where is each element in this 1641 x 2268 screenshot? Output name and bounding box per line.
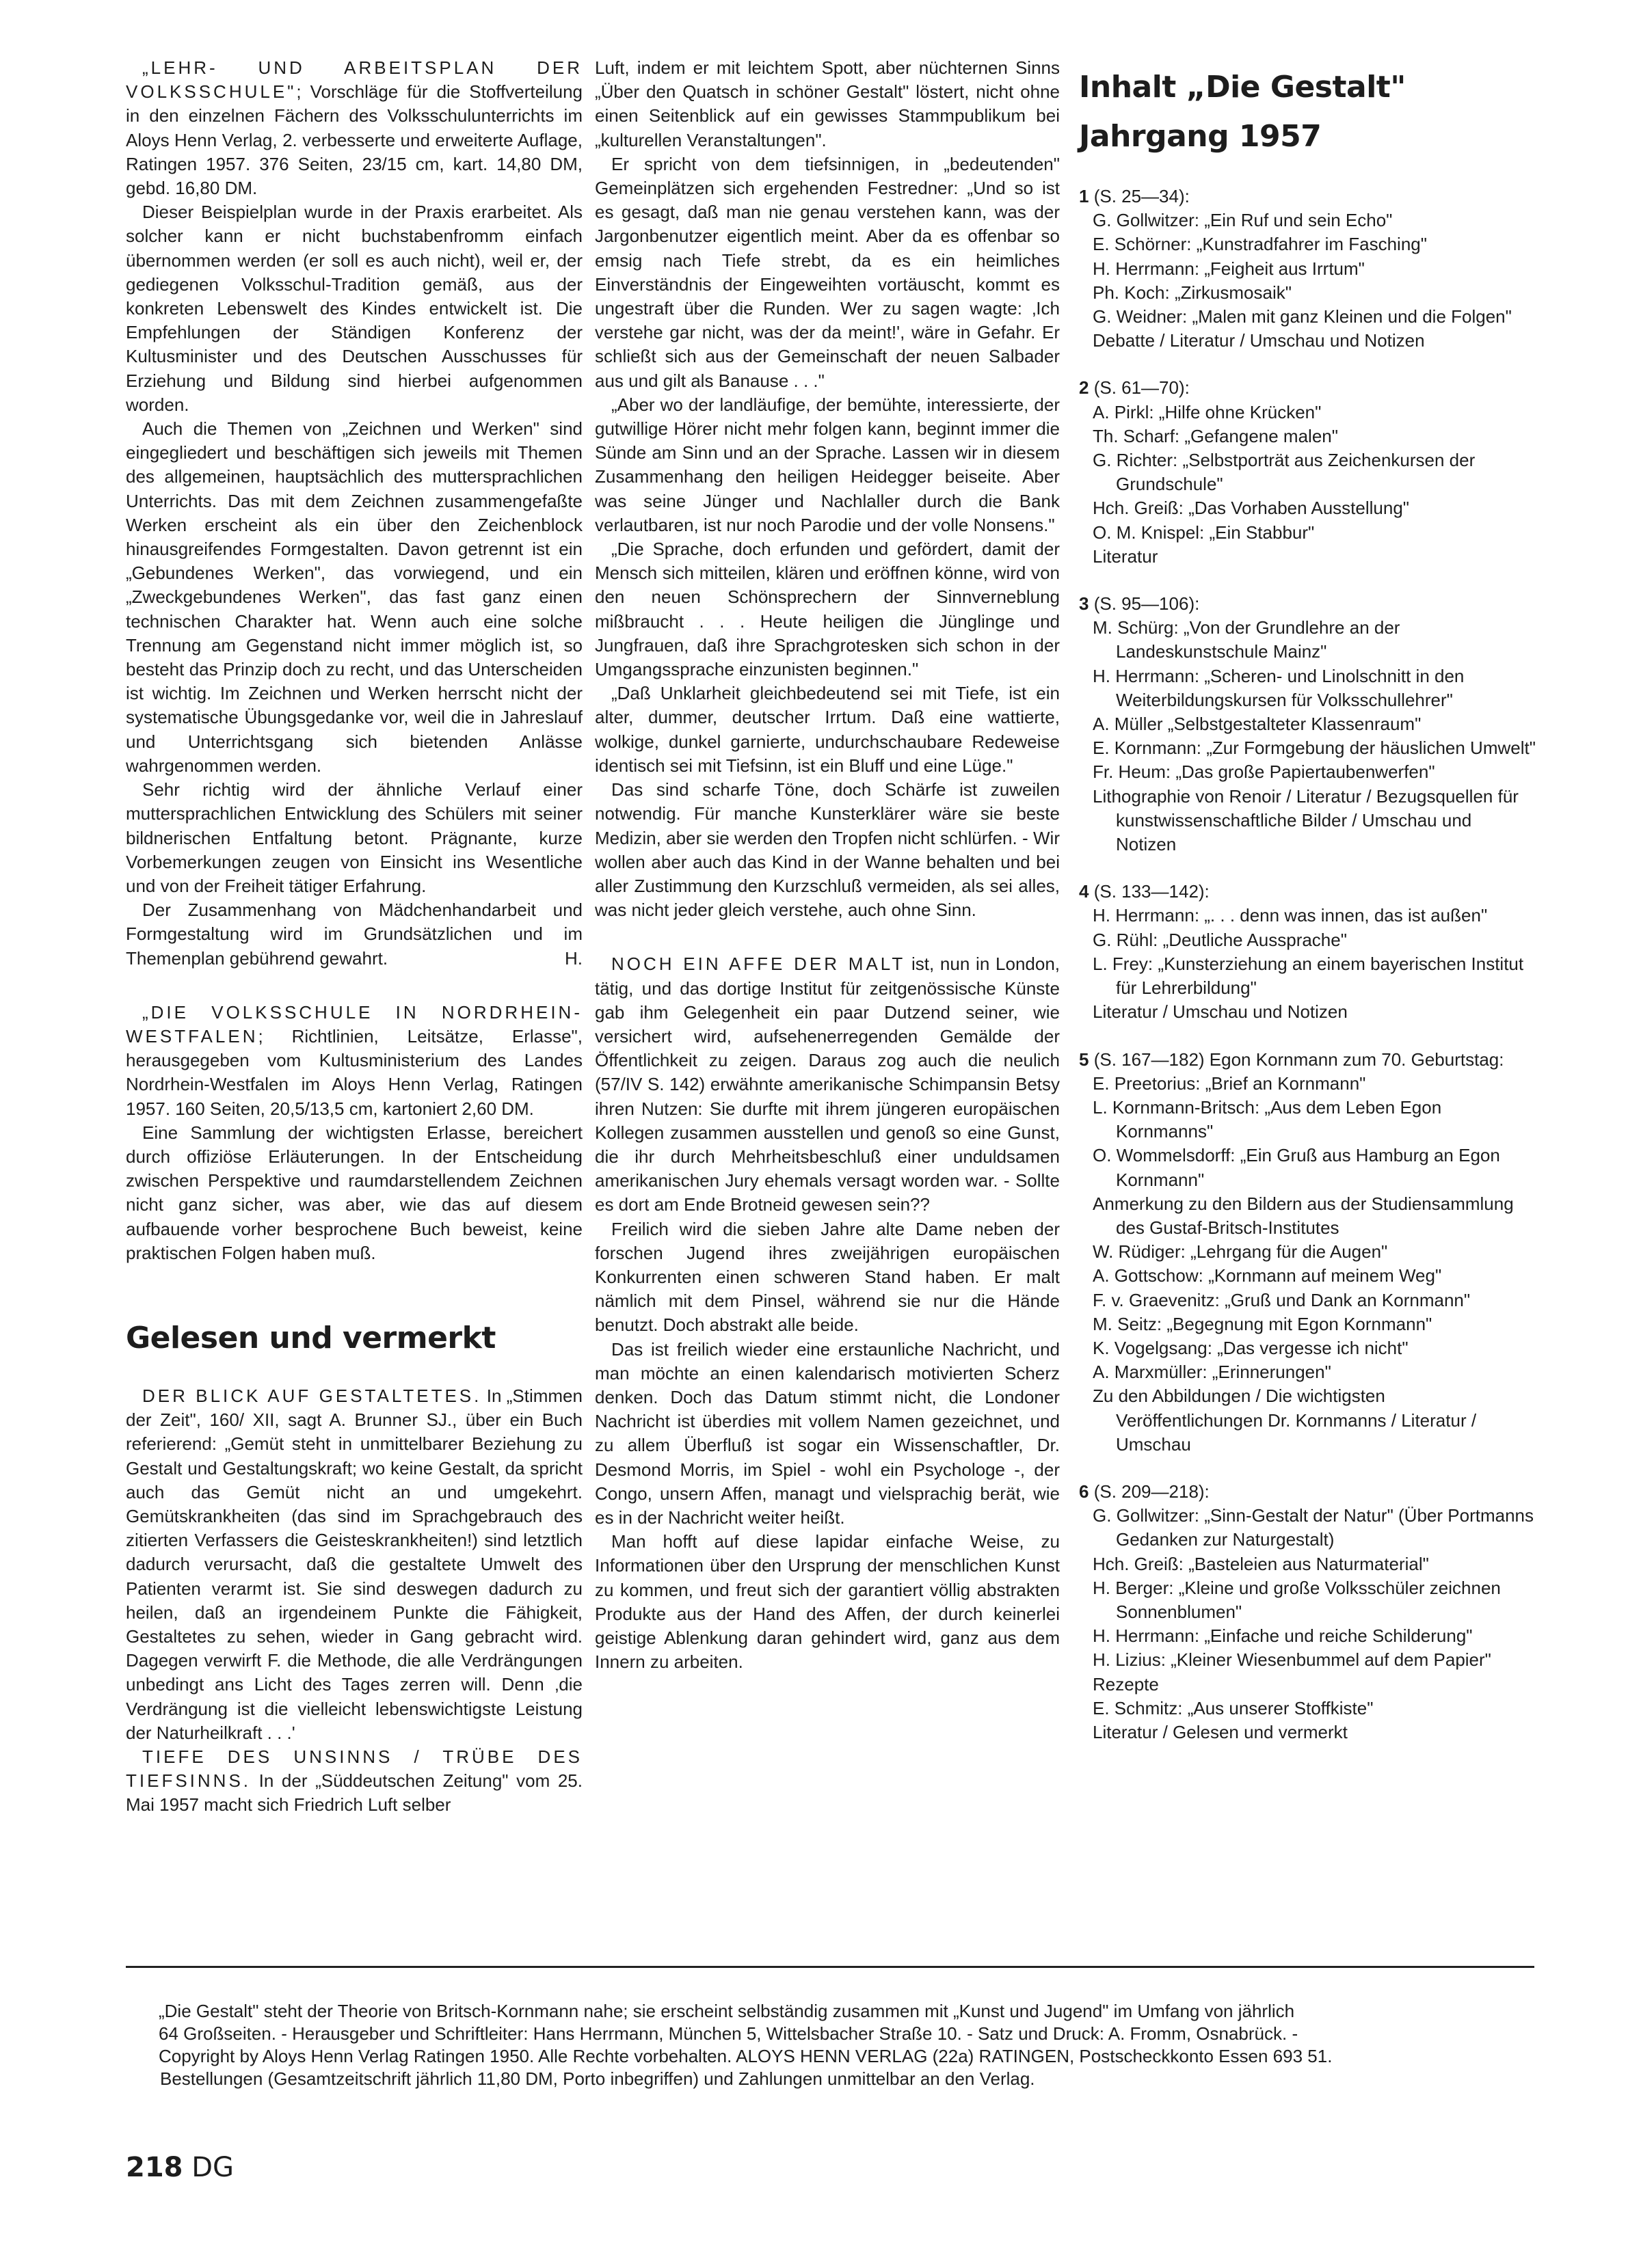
toc-entry: H. Lizius: „Kleiner Wiesenbummel auf dem Papier": [1093, 1649, 1491, 1671]
toc-entry: H. Herrmann: „Scheren- und Linolschnitt in den Weiterbildungskursen für Volksschullehrer": [1093, 665, 1465, 710]
paragraph: Luft, indem er mit leichtem Spott, aber nüchternen Sinns „Über den Quatsch in schöner Gestalt" löstert, nicht ohne einen Seitenblick auf ein gewisses Stammpublikum bei „kulturellen Veranstaltungen".: [595, 57, 1060, 150]
toc-issue-number: 1: [1079, 186, 1089, 206]
review-title: „DIE VOLKSSCHULE IN NORDRHEIN-WESTFALEN: [126, 1001, 583, 1047]
toc-issue: [1079, 185, 1536, 353]
journal-abbreviation: DG: [191, 2152, 235, 2183]
toc-issue-heading: [1079, 592, 1536, 616]
toc-issue-number: 2: [1079, 377, 1089, 399]
toc-issue-pages: (S. 167—182) Egon Kornmann zum 70. Geburtstag:: [1089, 1049, 1504, 1070]
toc-entry: G. Gollwitzer: „Ein Ruf und sein Echo": [1093, 210, 1393, 231]
imprint: „Die Gestalt" steht der Theorie von Britsch-Kornmann nahe; sie erscheint selbständig zusammen mit „Kunst und Jugend" im Umfang von jährlich 64 Großseiten. - Herausgeber und Schriftleiter: Hans Herrmann, München 5, Wittelsbacher Straße 10. - Satz und Druck: A. Fromm, Osnabrück. - Copyright by Aloys Henn Verlag Ratingen 1950. Alle Rechte vorbehalten. ALOYS HENN VERLAG (22a) RATINGEN, Postscheckkonto Essen 693 51. Bestellungen (Gesamtzeitschrift jährlich 11,80 DM, Porto inbegriffen) und Zahlungen unmittelbar an den Verlag.: [159, 2001, 1333, 2089]
toc-entry: Rezepte: [1093, 1673, 1159, 1695]
toc-entry: O. Wommelsdorff: „Ein Gruß aus Hamburg an Egon Kornmann": [1093, 1145, 1500, 1190]
column-middle: [595, 56, 1060, 1674]
toc-entry: E. Schörner: „Kunstradfahrer im Fasching": [1093, 234, 1427, 255]
toc-entry: M. Schürg: „Von der Grundlehre an der Landeskunstschule Mainz": [1093, 617, 1400, 662]
paragraph: Das ist freilich wieder eine erstaunliche Nachricht, und man möchte an einen kalendarisch motivierten Scherz denken. Doch das Datum stimmt nicht, die Londoner Nachricht ist überdies mit vollem Namen gezeichnet, und zu allem Überfluß ist sogar ein Wissenschaftler, Dr. Desmond Morris, im Spiel - wohl ein Psychologe -, der Congo, unsern Affen, managt und vielsprachig berät, wie es in der Nachricht weiter heißt.: [595, 1338, 1060, 1528]
paragraph: Eine Sammlung der wichtigsten Erlasse, bereichert durch offiziöse Erläuterungen. In der Entscheidung zwischen Perspektive und raumdarstellendem Zeichnen nicht ganz sicher, was aber, wie das auf diesem aufbauende vorher besprochene Buch beweist, keine praktischen Folgen haben muß.: [126, 1122, 583, 1263]
toc-entry: E. Schmitz: „Aus unserer Stoffkiste": [1093, 1697, 1374, 1718]
toc-entry: Lithographie von Renoir / Literatur / Bezugsquellen für kunstwissenschaftliche Bilder / Umschau und Notizen: [1093, 785, 1519, 855]
toc-entry: E. Preetorius: „Brief an Kornmann": [1093, 1072, 1366, 1094]
toc-entry: G. Rühl: „Deutliche Aussprache": [1093, 929, 1347, 950]
footer-rule: [126, 1966, 1534, 1968]
toc-entry: A. Gottschow: „Kornmann auf meinem Weg": [1093, 1265, 1442, 1286]
paragraph: Sehr richtig wird der ähnliche Verlauf einer muttersprachlichen Entwicklung des Schülers mit seiner bildnerischen Entfaltung betont. Prägnante, kurze Vorbemerkungen zeugen von Einsicht ins Wesentliche und von der Freiheit tätiger Erfahrung.: [126, 779, 583, 896]
page-folio: [126, 2152, 234, 2183]
page-number: 218: [126, 2152, 183, 2183]
toc-entry: A. Müller „Selbstgestalteter Klassenraum": [1093, 714, 1422, 735]
toc-entry: H. Herrmann: „. . . denn was innen, das ist außen": [1093, 905, 1488, 926]
paragraph: „Daß Unklarheit gleichbedeutend sei mit Tiefe, ist ein alter, dummer, deutscher Irrtum. Daß eine wattierte, wolkige, dunkel garnierte, undurchschaubare Redeweise identisch sei mit Tiefsinn, ist ein Bluff und eine Lüge.": [595, 683, 1060, 776]
toc-entry: Hch. Greiß: „Basteleien aus Naturmaterial": [1093, 1553, 1429, 1574]
toc-entry: E. Kornmann: „Zur Formgebung der häuslichen Umwelt": [1093, 738, 1536, 759]
toc-issue: [1079, 1480, 1536, 1744]
toc-entry: H. Berger: „Kleine und große Volksschüler zeichnen Sonnenblumen": [1093, 1577, 1501, 1622]
toc-entry: G. Gollwitzer: „Sinn-Gestalt der Natur" (Über Portmanns Gedanken zur Naturgestalt): [1093, 1505, 1534, 1550]
item-blick-auf-gestaltetes: DER BLICK AUF GESTALTETES. In „Stimmen der Zeit", 160/ XII, sagt A. Brunner SJ., über ein Buch referierend: „Gemüt steht in unmittelbarer Beziehung zu Gestalt und Gestaltungskraft; wo keine Gestalt, da spricht auch das Gemüt nicht an und umgekehrt. Gemütskrankheiten (das sind im Sprachgebrauch des zitierten Verfassers die Geisteskrankheiten!) sind letztlich dadurch verursacht, daß die gestaltete Umwelt des Patienten verarmt ist. Sie sind deswegen dadurch zu heilen, daß an irgendeinem Punkte die Fähigkeit, Gestaltetes zu sehen, wieder in Gang gebracht wird. Dagegen verwirft F. die Methode, die alle Verdrängungen unbedingt ans Licht des Tages zerren will. Denn ‚die Verdrängung ist die vielleicht lebenswichtigste Leistung der Naturheilkraft . . .': [126, 1385, 583, 1743]
toc-entry: Zu den Abbildungen / Die wichtigsten Veröffentlichungen Dr. Kornmanns / Literatur / Umschau: [1093, 1386, 1477, 1455]
paragraph: Der Zusammenhang von Mädchenhandarbeit und Formgestaltung wird im Grundsätzlichen und im Themenplan gebührend gewahrt. H.: [126, 898, 583, 971]
item-title: NOCH EIN AFFE DER MALT: [611, 954, 906, 975]
toc-issue-number: 3: [1079, 593, 1089, 615]
toc-issue-list: [1079, 185, 1536, 1744]
toc-issue: [1079, 1048, 1536, 1457]
review-volksschule-intro: „DIE VOLKSSCHULE IN NORDRHEIN-WESTFALEN; Richtlinien, Leitsätze, Erlasse", herausgegeben vom Kultusministerium des Landes Nordrhein-Westfalen im Aloys Henn Verlag, Ratingen 1957. 160 Seiten, 20,5/13,5 cm, kartoniert 2,60 DM.: [126, 1001, 583, 1119]
toc-issue: [1079, 376, 1536, 569]
review-lehrplan-intro: „LEHR- UND ARBEITSPLAN DER VOLKSSCHULE"; Vorschläge für die Stoffverteilung in den einzelnen Fächern des Volksschulunterrichts im Aloys Henn Verlag, 2. verbesserte und erweiterte Auflage, Ratingen 1957. 376 Seiten, 23/15 cm, kart. 14,80 DM, gebd. 16,80 DM.: [126, 57, 583, 199]
toc-issue-number: 6: [1079, 1481, 1089, 1502]
toc-entry: Literatur / Gelesen und vermerkt: [1093, 1721, 1348, 1742]
toc-issue-number: 5: [1079, 1049, 1089, 1070]
toc-issue-heading: [1079, 185, 1536, 208]
toc-entry: Anmerkung zu den Bildern aus der Studiensammlung des Gustaf-Britsch-Institutes: [1093, 1193, 1514, 1238]
toc-issue-heading: [1079, 880, 1536, 904]
review-title: „LEHR- UND ARBEITSPLAN DER VOLKSSCHULE": [126, 57, 583, 103]
paragraph: „Aber wo der landläufige, der bemühte, interessierte, der gutwillige Hörer nicht mehr folgen kann, beginnt immer die Sünde am Sinn und an der Sprache. Lassen wir in diesem Zusammenhang den heiligen Heidegger beiseite. Aber was seine Jünger und Nachlaller durch die Bank verlautbaren, ist nur noch Parodie und der volle Nonsens.": [595, 394, 1060, 535]
item-title: DER BLICK AUF GESTALTETES.: [142, 1385, 482, 1406]
toc-entry: Literatur / Umschau und Notizen: [1093, 1001, 1348, 1023]
toc-issue-pages: (S. 95—106):: [1089, 593, 1200, 615]
toc-issue-heading: [1079, 376, 1536, 400]
toc-entry: K. Vogelgsang: „Das vergesse ich nicht": [1093, 1337, 1409, 1358]
toc-issue: [1079, 592, 1536, 856]
toc-issue-heading: [1079, 1048, 1536, 1072]
paragraph: Das sind scharfe Töne, doch Schärfe ist zuweilen notwendig. Für manche Kunsterklärer wäre sie beste Medizin, aber sie werden den Tropfen nicht schlürfen. - Wir wollen aber auch das Kind in der Wanne behalten und bei aller Zustimmung den Kurzschluß vermeiden, als sei alles, was nicht jeder gleich verstehe, auch ohne Sinn.: [595, 779, 1060, 921]
toc-entry: O. M. Knispel: „Ein Stabbur": [1093, 522, 1315, 543]
toc-entry: Fr. Heum: „Das große Papiertaubenwerfen": [1093, 761, 1435, 783]
item-title: TIEFE DES UNSINNS / TRÜBE DES TIEFSINNS.: [126, 1746, 583, 1792]
paragraph: Auch die Themen von „Zeichnen und Werken" sind eingegliedert und beschäftigen sich jeweils mit Themen des allgemeinen, hauptsächlich des muttersprachlichen Unterrichts. Das mit dem Zeichnen zusammengefaßte Werken erscheint als ein über den Zeichenblock hinausgreifendes Formgestalten. Davon getrennt ist ein „Gebundenes Werken", das vorwiegend, und ein „Zweckgebundenes Werken", das fast ganz einen technischen Charakter hat. Wenn auch eine solche Trennung am Gegenstand nicht immer möglich ist, so besteht das Prinzip doch zu recht, und das Unterscheiden ist wichtig. Im Zeichnen und Werken herrscht nicht der systematische Übungsgedanke vor, weil die in Jahreslauf und Unterrichtsgang sich bietenden Anlässe wahrgenommen werden.: [126, 418, 583, 776]
toc-entry: Hch. Greiß: „Das Vorhaben Ausstellung": [1093, 498, 1410, 519]
paragraph: Freilich wird die sieben Jahre alte Dame neben der forschen Jugend ihres zweijährigen europäischen Konkurrenten einen schweren Stand haben. Er malt nämlich mit dem Pinsel, während sie nur die Hände benutzt. Doch abstrakt alle beide.: [595, 1218, 1060, 1336]
toc-entry: Debatte / Literatur / Umschau und Notizen: [1093, 330, 1425, 351]
author-signature: H.: [565, 947, 583, 969]
paragraph: Er spricht von dem tiefsinnigen, in „bedeutenden" Gemeinplätzen sich ergehenden Festredner: „Und so ist es gesagt, daß man nie genau verstehen kann, was der Jargonbenutzer eigentlich meint. Aber da es offenbar so emsig nach Tiefe strebt, da es ein heimliches Einverständnis der Eingeweihten vortäuscht, kommt es ungestraft über die Runden. Wer zu sagen wagte: ‚Ich verstehe gar nicht, was der da meint!', wäre in Gefahr. Er schließt sich aus der Gemeinschaft der neuen Salbader aus und gilt als Banause . . .": [595, 153, 1060, 391]
toc-entry: G. Weidner: „Malen mit ganz Kleinen und die Folgen": [1093, 306, 1512, 327]
toc-entry: Literatur: [1093, 545, 1158, 567]
paragraph: Man hofft auf diese lapidar einfache Weise, zu Informationen über den Ursprung der menschlichen Kunst zu kommen, und freut sich der garantiert völlig abstrakten Produkte aus der Hand des Affen, der durch keinerlei geistige Ablenkung daran gehindert wird, ganz aus dem Innern zu arbeiten.: [595, 1531, 1060, 1673]
toc-entry: Ph. Koch: „Zirkusmosaik": [1093, 282, 1292, 303]
toc-issue-heading: [1079, 1480, 1536, 1504]
toc-entry: L. Frey: „Kunsterziehung an einem bayerischen Institut für Lehrerbildung": [1093, 953, 1524, 999]
toc-entry: W. Rüdiger: „Lehrgang für die Augen": [1093, 1241, 1388, 1263]
toc-entry: H. Herrmann: „Einfache und reiche Schilderung": [1093, 1625, 1473, 1647]
toc-issue-pages: (S. 209—218):: [1089, 1481, 1210, 1502]
toc-issue-pages: (S. 133—142):: [1089, 881, 1210, 902]
paragraph: Dieser Beispielplan wurde in der Praxis erarbeitet. Als solcher kann er nicht buchstabenfromm einfach übernommen werden (er soll es auch nicht), weil er, der gediegenen Volksschul-Tradition gemäß, aus der konkreten Lebenswelt des Kindes entwickelt ist. Die Empfehlungen der Ständigen Konferenz der Kultusminister und des Deutschen Ausschusses für Erziehung und Bildung sind hierbei aufgenommen worden.: [126, 202, 583, 415]
toc-entry: L. Kornmann-Britsch: „Aus dem Leben Egon Kornmanns": [1093, 1096, 1442, 1142]
toc-entry: A. Marxmüller: „Erinnerungen": [1093, 1362, 1331, 1383]
item-affe-der-malt: NOCH EIN AFFE DER MALT ist, nun in London, tätig, und das dortige Institut für zeitgenössische Künste gab ihm Gelegenheit ein paar Dutzend seiner, wie versichert wird, aufsehenerregenden Gemälde der Öffentlichkeit zu zeigen. Daraus zog auch die neulich (57/IV S. 142) erwähnte amerikanische Schimpansin Betsy ihren Nutzen: Sie durfte mit ihrem jüngeren europäischen Kollegen zusammen ausstellen und genoß so eine Gunst, die ihr durch Mehrheitsbeschluß einer unduldsamen amerikanischen Jury ehemals versagt worden war. - Sollte es dort am Ende Brotneid gewesen sein??: [595, 954, 1060, 1215]
toc-entry: A. Pirkl: „Hilfe ohne Krücken": [1093, 401, 1322, 422]
toc-issue-number: 4: [1079, 881, 1089, 902]
toc-entry: H. Herrmann: „Feigheit aus Irrtum": [1093, 258, 1365, 279]
toc-entry: F. v. Graevenitz: „Gruß und Dank an Kornmann": [1093, 1289, 1471, 1310]
table-of-contents: [1079, 56, 1536, 1768]
toc-entry: M. Seitz: „Begegnung mit Egon Kornmann": [1093, 1313, 1432, 1334]
toc-entry: G. Richter: „Selbstporträt aus Zeichenkursen der Grundschule": [1093, 450, 1476, 495]
toc-entry: Th. Scharf: „Gefangene malen": [1093, 425, 1338, 446]
toc-issue: [1079, 880, 1536, 1024]
section-heading: Gelesen und vermerkt: [126, 1320, 496, 1355]
toc-issue-pages: (S. 25—34):: [1089, 186, 1190, 206]
paragraph: „Die Sprache, doch erfunden und gefördert, damit der Mensch sich mitteilen, klären und eröffnen könne, wird von den neuen Schönsprechern der Sinnverneblung mißbraucht . . . Heute heiligen die Jünglinge und Jungfrauen, daß ihre Sprachgrotesken sich schon in der Umgangssprache einzunisten beginnen.": [595, 539, 1060, 680]
toc-title: Inhalt „Die Gestalt" Jahrgang 1957: [1079, 70, 1406, 154]
column-left: [126, 56, 583, 1818]
toc-issue-pages: (S. 61—70):: [1089, 377, 1190, 399]
item-tiefe-des-unsinns: TIEFE DES UNSINNS / TRÜBE DES TIEFSINNS. In der „Süddeutschen Zeitung" vom 25. Mai 1957 macht sich Friedrich Luft selber: [126, 1746, 583, 1815]
